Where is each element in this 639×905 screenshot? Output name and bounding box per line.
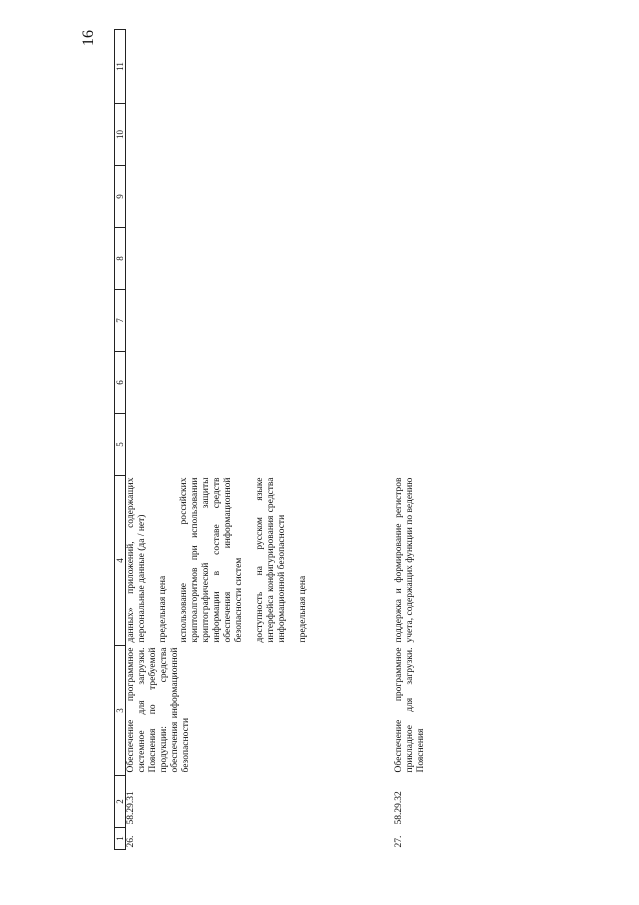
header-cell: 4 <box>115 476 126 646</box>
header-row <box>115 30 126 850</box>
row-code: 58.29.32 <box>394 791 404 825</box>
characteristic: использование российских криптоалгоритмов при использовании криптографической защиты информации в составе средств обеспечения информационной безопасности систем <box>179 477 244 643</box>
empty-cell <box>126 104 395 166</box>
table-row <box>394 30 624 850</box>
header-cell: 8 <box>115 228 126 290</box>
header-cell: 1 <box>115 828 126 850</box>
rotated-table-wrapper <box>114 30 626 850</box>
characteristic: предельная цена <box>298 575 308 643</box>
empty-cell <box>126 30 395 104</box>
empty-cell <box>126 228 395 290</box>
row-number: 26. <box>126 835 136 848</box>
empty-cell <box>126 290 395 352</box>
table-row <box>126 30 395 850</box>
row-characteristics <box>126 476 395 646</box>
row-name: Обеспечение программное прикладное для загрузки. Пояснения <box>394 647 426 773</box>
header-cell: 11 <box>115 30 126 104</box>
header-cell: 3 <box>115 646 126 776</box>
header-cell: 10 <box>115 104 126 166</box>
header-cell: 2 <box>115 776 126 828</box>
characteristic: поддержка и формирование регистров учета, содержащих функции по ведению <box>394 477 415 643</box>
row-number: 27. <box>394 835 404 848</box>
empty-cell <box>394 166 624 228</box>
characteristic: доступность на русском языке интерфейса конфигурирования средства информационной безопасности <box>255 477 287 643</box>
empty-cell <box>126 352 395 414</box>
empty-cell <box>126 166 395 228</box>
empty-cell <box>126 414 395 476</box>
empty-cell <box>394 290 624 352</box>
continued-text: данных» приложений, содержащих персональные данные (да / нет) <box>126 477 147 643</box>
empty-cell <box>394 228 624 290</box>
header-cell: 7 <box>115 290 126 352</box>
procurement-table <box>114 29 624 850</box>
page-number: 16 <box>80 30 97 46</box>
empty-cell <box>394 104 624 166</box>
header-cell: 6 <box>115 352 126 414</box>
empty-cell <box>394 414 624 476</box>
row-name: Обеспечение программное системное для загрузки. Пояснения по требуемой продукции: средства обеспечения информационной безопасности <box>126 647 191 773</box>
empty-cell <box>394 30 624 104</box>
row-characteristics <box>394 476 624 646</box>
row-code: 58.29.31 <box>126 791 136 825</box>
header-cell: 9 <box>115 166 126 228</box>
characteristic: предельная цена <box>158 575 168 643</box>
empty-cell <box>394 352 624 414</box>
header-cell: 5 <box>115 414 126 476</box>
